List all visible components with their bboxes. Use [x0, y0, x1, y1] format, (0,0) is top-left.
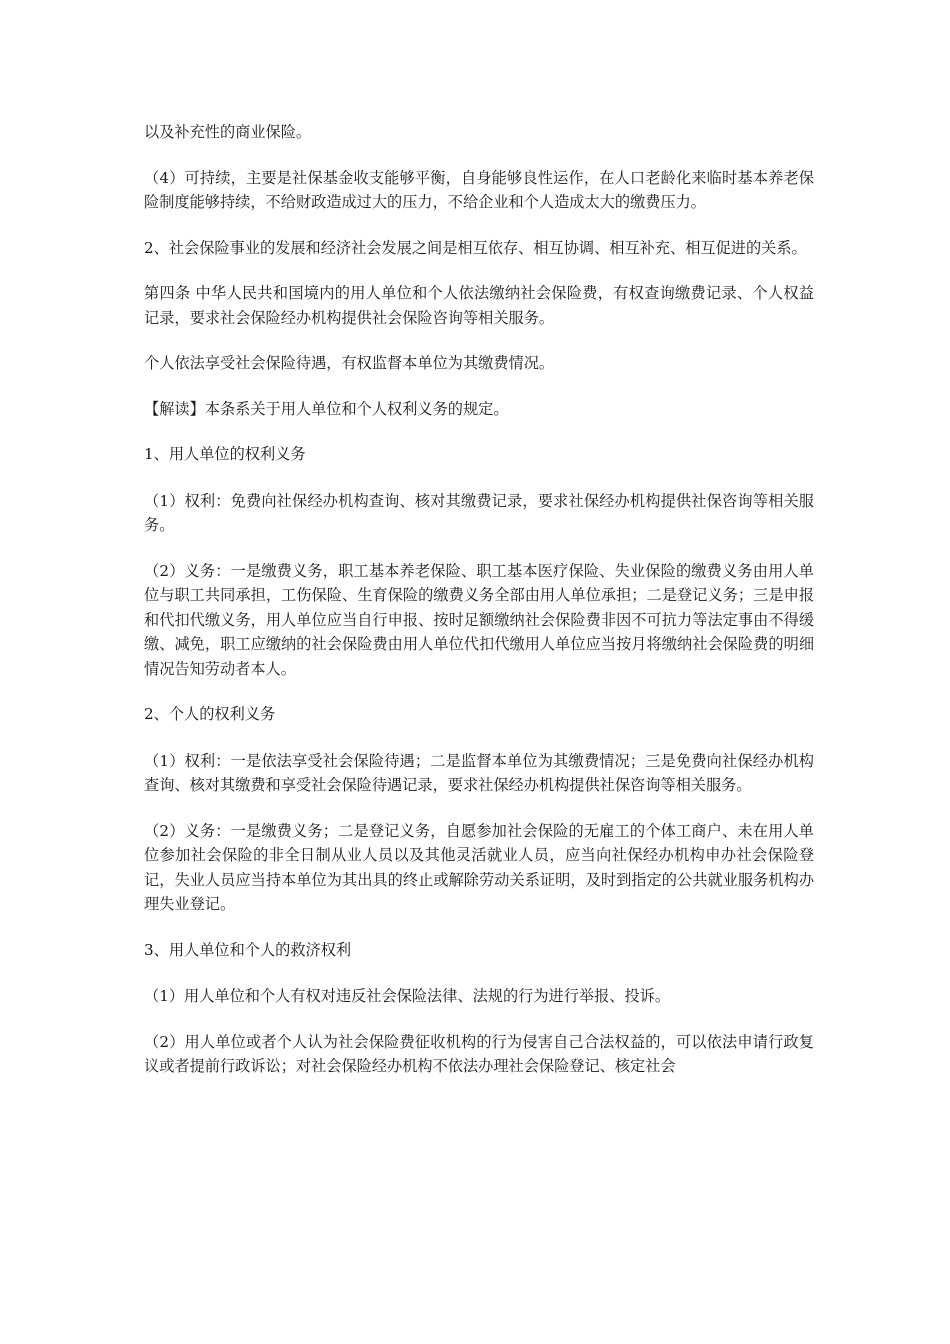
paragraph-employer-duties: （2）义务：一是缴费义务，职工基本养老保险、职工基本医疗保险、失业保险的缴费义务由用人单位与职工共同承担，工伤保险、生育保险的缴费义务全部由用人单位承担；二是登记义务；三是申报和代扣代缴义务，用人单位应当自行申报、按时足额缴纳社会保险费非因不可抗力等法定事由不得缓缴、减免，职工应缴纳的社会保险费由用人单位代扣代缴用人单位应当按月将缴纳社会保险费的明细情况告知劳动者本人。	[144, 561, 814, 678]
paragraph-remedy-report: （1）用人单位和个人有权对违反社会保险法律、法规的行为进行举报、投诉。	[144, 987, 671, 1005]
paragraph-article-four: 第四条 中华人民共和国境内的用人单位和个人依法缴纳社会保险费，有权查询缴费记录、个人权益记录，要求社会保险经办机构提供社会保险咨询等相关服务。	[144, 284, 814, 327]
paragraph-employer-rights: （1）权利：免费向社保经办机构查询、核对其缴费记录，要求社保经办机构提供社保咨询等相关服务。	[144, 491, 814, 534]
paragraph-continuation: 以及补充性的商业保险。	[144, 123, 312, 141]
paragraph-sustainability: （4）可持续，主要是社保基金收支能够平衡，自身能够良性运作，在人口老龄化来临时基本养老保险制度能够持续，不给财政造成过大的压力，不给企业和个人造成太大的缴费压力。	[144, 168, 814, 211]
section-heading-employer: 1、用人单位的权利义务	[144, 445, 306, 463]
paragraph-individual-rights: 个人依法享受社会保险待遇，有权监督本单位为其缴费情况。	[144, 354, 555, 372]
section-heading-remedies: 3、用人单位和个人的救济权利	[144, 940, 352, 959]
section-heading-individual: 2、个人的权利义务	[144, 705, 276, 723]
paragraph-individual-rights-detail: （1）权利：一是依法享受社会保险待遇；二是监督本单位为其缴费情况；三是免费向社保经办机构查询、核对其缴费和享受社会保险待遇记录，要求社保经办机构提供社保咨询等相关服务。	[144, 751, 814, 794]
paragraph-interpretation: 【解读】本条系关于用人单位和个人权利义务的规定。	[144, 399, 509, 418]
paragraph-individual-duties: （2）义务：一是缴费义务；二是登记义务，自愿参加社会保险的无雇工的个体工商户、未在用人单位参加社会保险的非全日制从业人员以及其他灵活就业人员，应当向社保经办机构申办社会保险登记，失业人员应当持本单位为其出具的终止或解除劳动关系证明，及时到指定的公共就业服务机构办理失业登记。	[144, 821, 814, 913]
document-page	[144, 120, 814, 1100]
paragraph-remedy-review: （2）用人单位或者个人认为社会保险费征收机构的行为侵害自己合法权益的，可以依法申请行政复议或者提前行政诉讼；对社会保险经办机构不依法办理社会保险登记、核定社会	[144, 1032, 814, 1075]
paragraph-relationship: 2、社会保险事业的发展和经济社会发展之间是相互依存、相互协调、相互补充、相互促进的关系。	[144, 238, 807, 257]
